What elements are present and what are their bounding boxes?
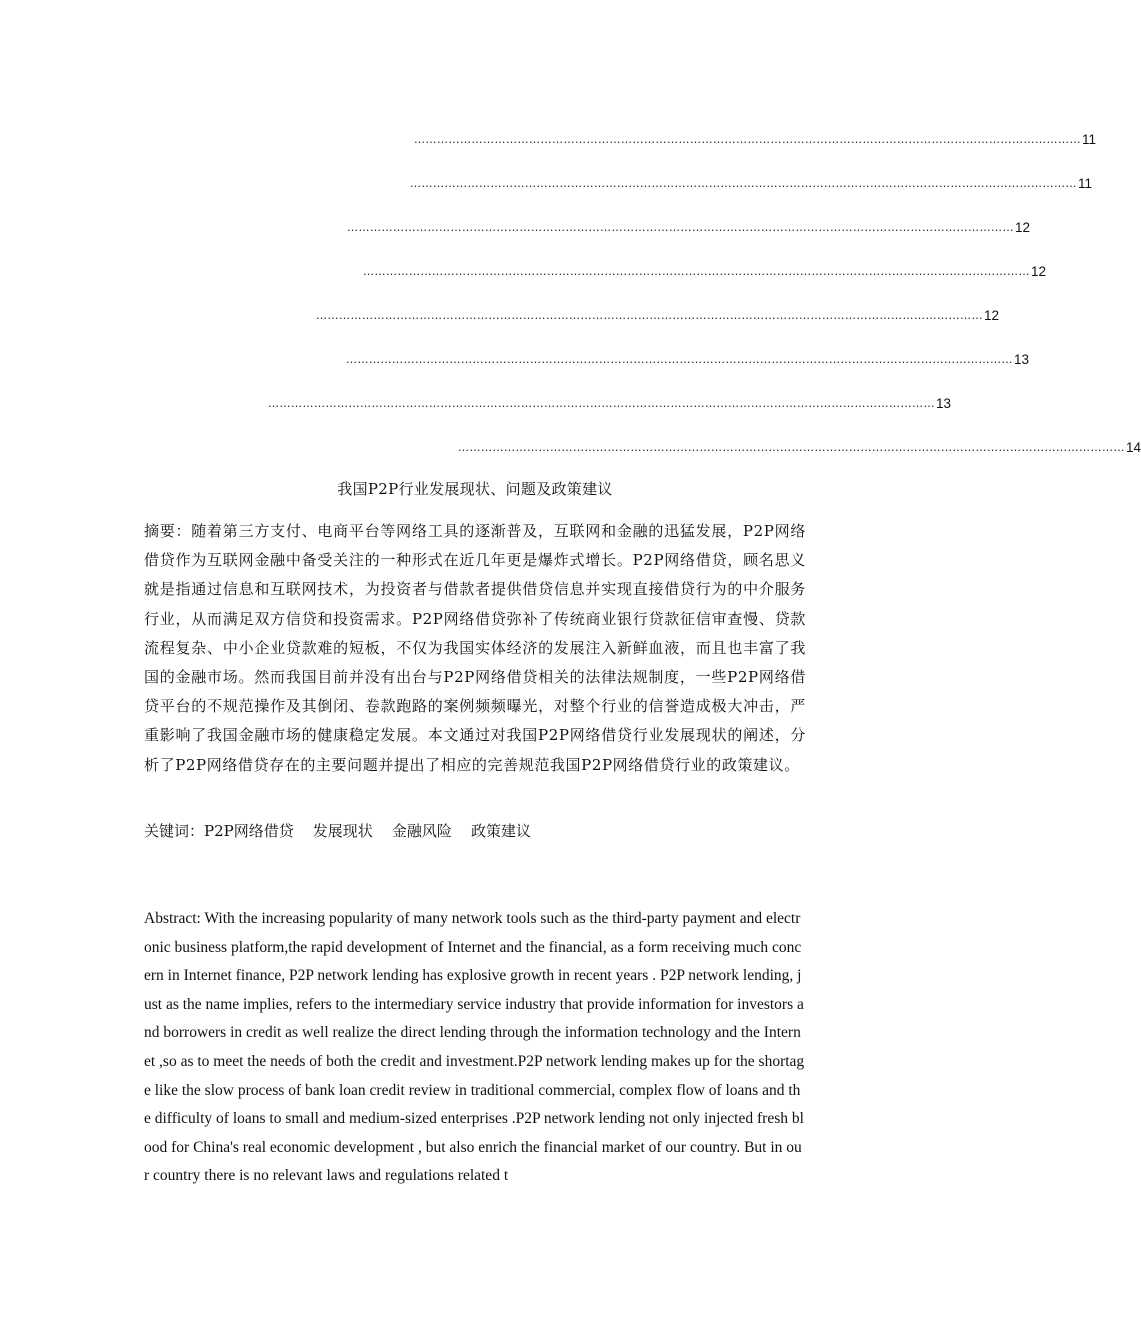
toc-leader-dots: …………………………………………………………………………………………………………………………………………………………	[346, 353, 1013, 366]
toc-page-number: 12	[984, 308, 1000, 323]
toc-leader-dots: …………………………………………………………………………………………………………………………………………………………	[410, 177, 1077, 190]
toc-entry[interactable]	[410, 171, 1093, 191]
paper-title: 我国P2P行业发展现状、问题及政策建议	[337, 480, 613, 498]
toc-leader-dots: …………………………………………………………………………………………………………………………………………………………	[414, 133, 1081, 146]
toc-page-number: 13	[1014, 352, 1030, 367]
toc-leader-dots: …………………………………………………………………………………………………………………………………………………………	[316, 309, 983, 322]
toc-leader-dots: …………………………………………………………………………………………………………………………………………………………	[363, 265, 1030, 278]
toc-leader-dots: …………………………………………………………………………………………………………………………………………………………	[347, 221, 1014, 234]
toc-page-number: 11	[1078, 176, 1093, 191]
toc-page-number: 12	[1015, 220, 1031, 235]
toc-entry[interactable]	[316, 303, 1000, 323]
english-abstract: Abstract: With the increasing popularity of many network tools such as the third-party payment and electronic business platform,the rapid development of Internet and the financial, as a form receiving much concern in Internet finance, P2P network lending has explosive growth in recent years . P2P network lending, just as the name implies, refers to the intermediary service industry that provide information for investors and borrowers in credit as well realize the direct lending through the information technology and the Internet ,so as to meet the needs of both the credit and investment.P2P network lending makes up for the shortage like the slow process of bank loan credit review in traditional commercial, complex flow of loans and the difficulty of loans to small and medium-sized enterprises .P2P network lending not only injected fresh blood for China's real economic development , but also enrich the financial market of our country. But in our country there is no relevant laws and regulations related t	[144, 910, 805, 1185]
chinese-abstract: 摘要：随着第三方支付、电商平台等网络工具的逐渐普及，互联网和金融的迅猛发展，P2P网络借贷作为互联网金融中备受关注的一种形式在近几年更是爆炸式增长。P2P网络借贷，顾名思义就是指通过信息和互联网技术，为投资者与借款者提供借贷信息并实现直接借贷行为的中介服务行业，从而满足双方信贷和投资需求。P2P网络借贷弥补了传统商业银行贷款征信审查慢、贷款流程复杂、中小企业贷款难的短板，不仅为我国实体经济的发展注入新鲜血液，而且也丰富了我国的金融市场。然而我国目前并没有出台与P2P网络借贷相关的法律法规制度，一些P2P网络借贷平台的不规范操作及其倒闭、卷款跑路的案例频频曝光，对整个行业的信誉造成极大冲击，严重影响了我国金融市场的健康稳定发展。本文通过对我国P2P网络借贷行业发展现状的阐述，分析了P2P网络借贷存在的主要问题并提出了相应的完善规范我国P2P网络借贷行业的政策建议。	[144, 522, 806, 774]
chinese-keywords: 关键词：P2P网络借贷 发展现状 金融风险 政策建议	[144, 822, 531, 840]
toc-entry[interactable]	[414, 127, 1097, 147]
toc-leader-dots: …………………………………………………………………………………………………………………………………………………………	[268, 397, 935, 410]
toc-leader-dots: …………………………………………………………………………………………………………………………………………………………	[458, 441, 1125, 454]
toc-entry[interactable]	[458, 435, 1141, 455]
toc-page-number: 12	[1031, 264, 1047, 279]
toc-entry[interactable]	[347, 215, 1031, 235]
toc-entry[interactable]	[346, 347, 1030, 367]
toc-page-number: 13	[936, 396, 952, 411]
toc-page-number: 14	[1126, 440, 1141, 455]
toc-entry[interactable]	[363, 259, 1047, 279]
toc-entry[interactable]	[268, 391, 952, 411]
toc-page-number: 11	[1082, 132, 1097, 147]
